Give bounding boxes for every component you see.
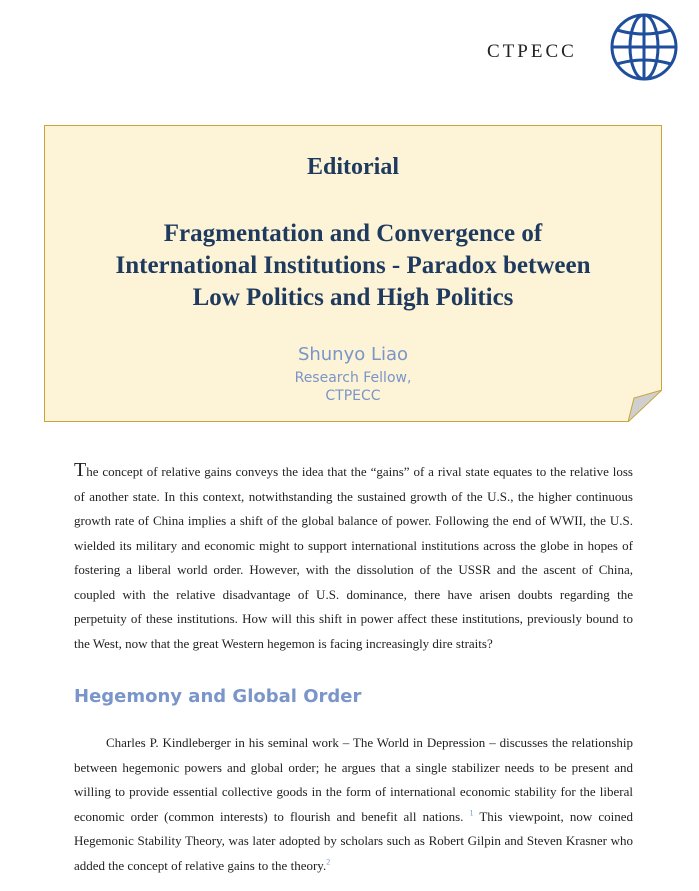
editorial-box (44, 125, 662, 422)
author-role (45, 369, 661, 405)
globe-icon (609, 12, 679, 82)
editorial-label: Editorial (306, 154, 399, 180)
page-curl-decoration (628, 390, 662, 422)
author-role-line-2: CTPECC (325, 388, 381, 404)
author-block (45, 344, 661, 405)
intro-text: he concept of relative gains conveys the idea that the “gains” of a rival state equates to the relative loss of another state. In this context, notwithstanding the sustained growth of the U.S., the higher continuous growth rate of China implies a shift of the global balance of power. Following the end of WWII, the U.S. wielded its military and economic might to support international institutions across the globe in hopes of fostering a liberal world order. However, with the dissolution of the USSR and the ascent of China, coupled with the relative disadvantage of U.S. dominance, there have arisen doubts regarding the perpetuity of these institutions. How will this shift in power affect these institutions, previously bound to the West, now that the great Western hegemon is facing increasingly dire straits? (74, 464, 633, 651)
author-name: Shunyo Liao (297, 344, 409, 365)
section-text-part-1: Charles P. Kindleberger in his seminal work – The World in Depression – discusses the relationship between hegemonic powers and global order; he argues that a single stabilizer needs to be present and willing to provide essential collective goods in the form of international economic stability for the liberal economic order (common interests) to flourish and benefit all nations. (74, 735, 633, 824)
dropcap-letter: T (74, 459, 87, 481)
section-paragraph (74, 731, 633, 878)
author-role-line-1: Research Fellow, (294, 370, 412, 386)
footnote-ref-1[interactable]: 1 (469, 808, 474, 818)
article-title (45, 218, 661, 314)
title-line-3: Low Politics and High Politics (192, 284, 514, 311)
footnote-ref-2[interactable]: 2 (326, 857, 331, 867)
title-line-1: Fragmentation and Convergence of (163, 220, 543, 247)
intro-paragraph (74, 458, 633, 656)
title-line-2: International Institutions - Paradox between (115, 252, 591, 279)
section-text-part-2: This viewpoint, now coined Hegemonic Stability Theory, was later adopted by scholars such as Robert Gilpin and Steven Krasner who added the concept of relative gains to the theory. (74, 808, 633, 873)
section-heading: Hegemony and Global Order (74, 686, 362, 707)
brand-name: CTPECC (487, 41, 577, 62)
